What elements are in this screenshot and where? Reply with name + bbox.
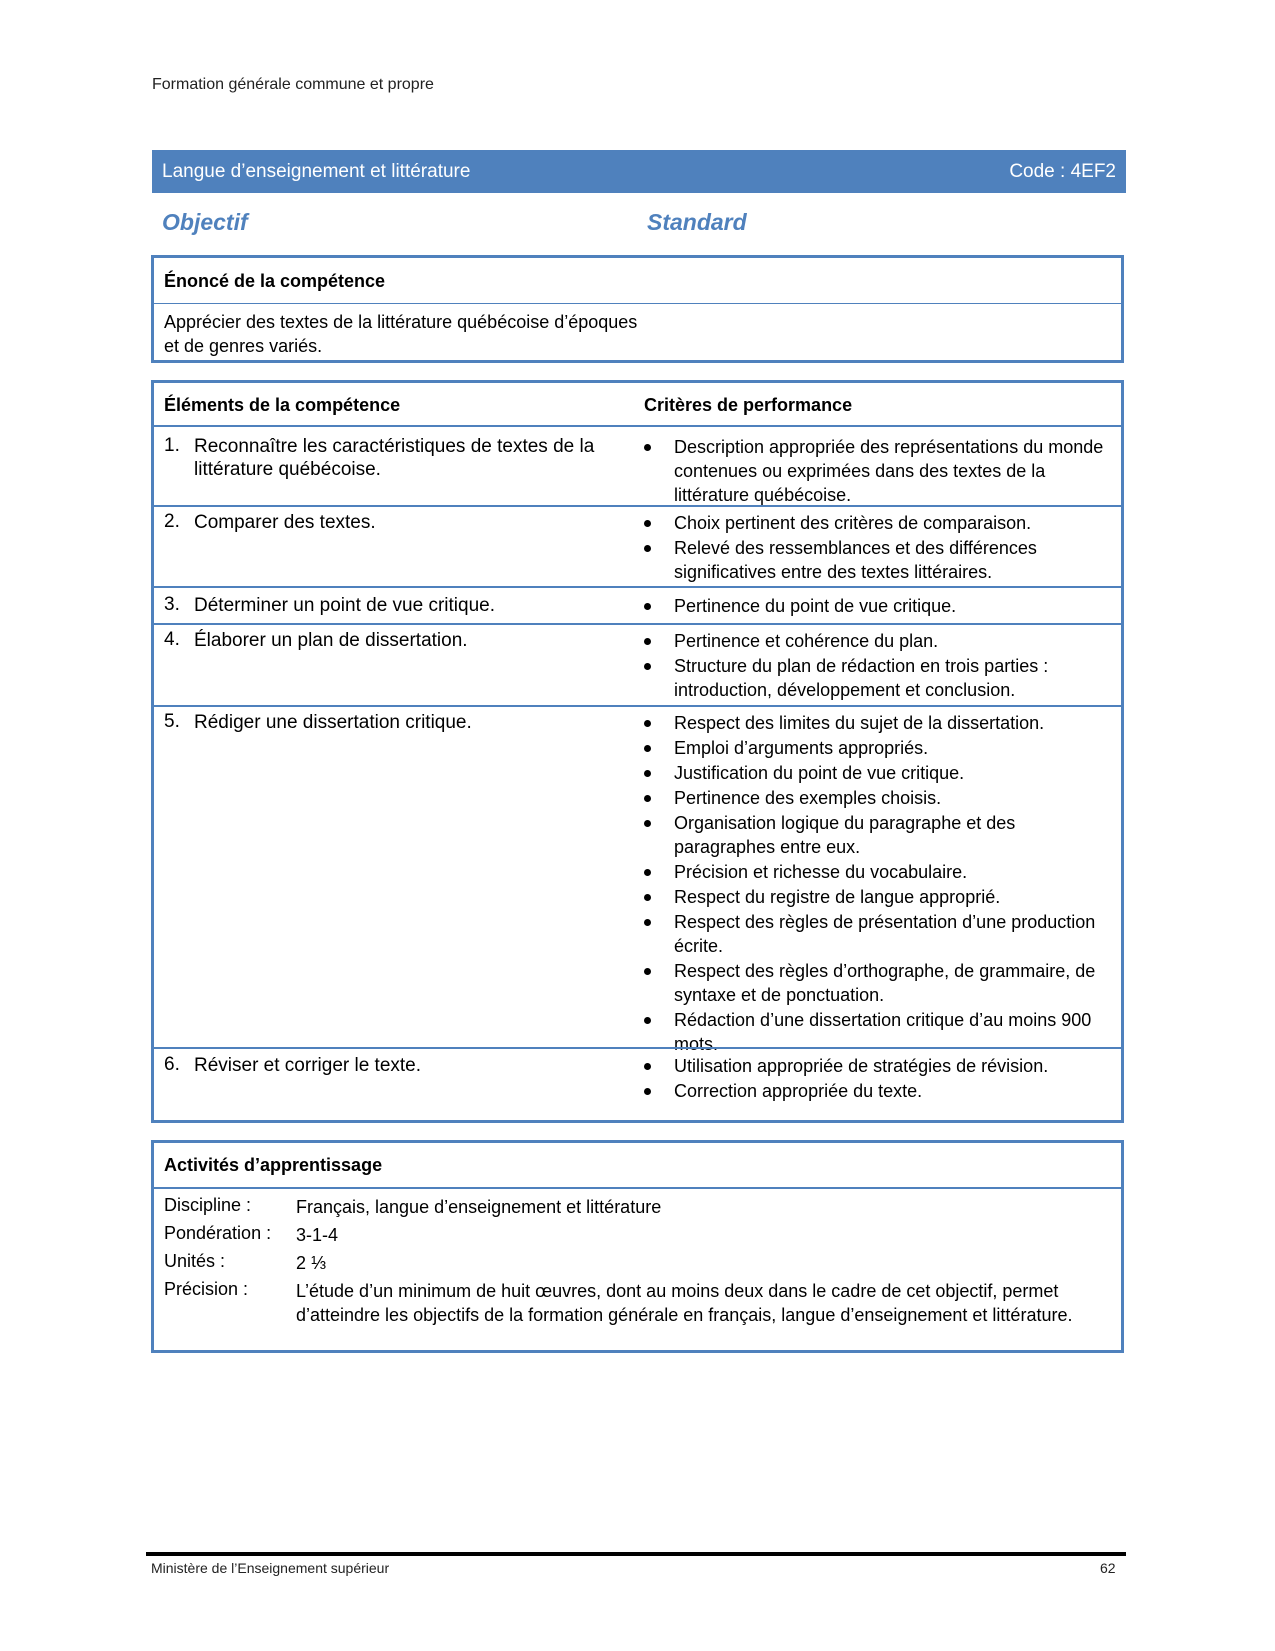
- bullet-icon: [644, 545, 651, 552]
- criterion-item: Structure du plan de rédaction en trois parties : introduction, développement et conclusion.: [644, 654, 1109, 702]
- criterion-item: Utilisation appropriée de stratégies de révision.: [644, 1054, 1109, 1078]
- course-title-bar: [152, 150, 1126, 193]
- bullet-icon: [644, 820, 651, 827]
- course-code: Code : 4EF2: [1009, 160, 1116, 182]
- criterion-item: Relevé des ressemblances et des différences significatives entre des textes littéraires.: [644, 536, 1109, 584]
- criterion-item: Emploi d’arguments appropriés.: [644, 736, 1109, 760]
- unites-value: 2 ⅓: [296, 1253, 327, 1273]
- row-divider: [154, 586, 1121, 588]
- precision-label: Précision :: [164, 1279, 249, 1299]
- running-header: Formation générale commune et propre: [152, 76, 434, 93]
- element-number: 4.: [164, 629, 180, 650]
- row-divider: [154, 1047, 1121, 1049]
- unites-label: Unités :: [164, 1251, 226, 1271]
- bullet-icon: [644, 663, 651, 670]
- discipline-label: Discipline :: [164, 1195, 252, 1215]
- criteria-list: [644, 511, 1109, 585]
- criterion-item: Rédaction d’une dissertation critique d’au moins 900 mots.: [644, 1008, 1109, 1056]
- page-number: 62: [1100, 1560, 1116, 1576]
- row-divider: [154, 505, 1121, 507]
- bullet-icon: [644, 894, 651, 901]
- bullet-icon: [644, 770, 651, 777]
- discipline-value: Français, langue d’enseignement et littérature: [296, 1197, 662, 1217]
- elements-criteria-table: [151, 380, 1124, 1123]
- element-text: Reconnaître les caractéristiques de textes de la littérature québécoise.: [194, 436, 595, 480]
- criterion-item: Pertinence et cohérence du plan.: [644, 629, 1109, 653]
- learning-activities-box: [151, 1140, 1124, 1353]
- criteria-list: [644, 594, 1109, 619]
- bullet-icon: [644, 638, 651, 645]
- ponderation-label: Pondération :: [164, 1223, 272, 1243]
- criteria-list: [644, 629, 1109, 703]
- bullet-icon: [644, 968, 651, 975]
- bullet-icon: [644, 520, 651, 527]
- bullet-icon: [644, 1017, 651, 1024]
- element-number: 3.: [164, 594, 180, 615]
- competence-statement-title: Énoncé de la compétence: [164, 271, 386, 291]
- bullet-icon: [644, 919, 651, 926]
- criterion-item: Respect des règles d’orthographe, de grammaire, de syntaxe et de ponctuation.: [644, 959, 1109, 1007]
- ponderation-value: 3-1-4: [296, 1225, 339, 1245]
- criterion-item: Correction appropriée du texte.: [644, 1079, 1109, 1103]
- criterion-item: Organisation logique du paragraphe et des paragraphes entre eux.: [644, 811, 1109, 859]
- footer-ministry: Ministère de l’Enseignement supérieur: [151, 1560, 390, 1576]
- criteria-list: [644, 1054, 1109, 1104]
- divider: [154, 303, 1121, 304]
- criterion-item: Justification du point de vue critique.: [644, 761, 1109, 785]
- criteria-list: [644, 435, 1109, 508]
- element-text: Rédiger une dissertation critique.: [194, 712, 472, 733]
- criterion-item: Respect des règles de présentation d’une production écrite.: [644, 910, 1109, 958]
- course-title: Langue d’enseignement et littérature: [162, 160, 471, 182]
- bullet-icon: [644, 603, 651, 610]
- criterion-item: Pertinence du point de vue critique.: [644, 594, 1109, 618]
- criteria-list: [644, 711, 1109, 1057]
- criterion-item: Description appropriée des représentations du monde contenues ou exprimées dans des textes de la littérature québécoise.: [644, 435, 1109, 507]
- bullet-icon: [644, 444, 651, 451]
- element-text: Comparer des textes.: [194, 512, 376, 533]
- element-text: Déterminer un point de vue critique.: [194, 595, 495, 616]
- divider: [154, 1187, 1121, 1189]
- criterion-item: Respect des limites du sujet de la dissertation.: [644, 711, 1109, 735]
- bullet-icon: [644, 1063, 651, 1070]
- competence-statement-text: Apprécier des textes de la littérature québécoise d’époques et de genres variés.: [164, 312, 638, 356]
- element-number: 5.: [164, 711, 180, 732]
- element-text: Élaborer un plan de dissertation.: [194, 630, 468, 651]
- criterion-item: Choix pertinent des critères de comparaison.: [644, 511, 1109, 535]
- criterion-item: Respect du registre de langue approprié.: [644, 885, 1109, 909]
- row-divider: [154, 623, 1121, 625]
- element-number: 1.: [164, 435, 180, 456]
- col-header-criteria: Critères de performance: [644, 395, 853, 415]
- competence-statement-box: [151, 255, 1124, 363]
- precision-value: L’étude d’un minimum de huit œuvres, dont au moins deux dans le cadre de cet objectif, permet d’atteindre les objectifs de la formation générale en français, langue d’enseignement et littérature.: [296, 1281, 1073, 1325]
- criterion-item: Pertinence des exemples choisis.: [644, 786, 1109, 810]
- row-divider: [154, 425, 1121, 427]
- bullet-icon: [644, 745, 651, 752]
- row-divider: [154, 705, 1121, 707]
- footer-rule: [146, 1552, 1126, 1556]
- bullet-icon: [644, 795, 651, 802]
- bullet-icon: [644, 1088, 651, 1095]
- element-number: 2.: [164, 511, 180, 532]
- col-header-elements: Éléments de la compétence: [164, 395, 401, 415]
- element-number: 6.: [164, 1054, 180, 1075]
- bullet-icon: [644, 720, 651, 727]
- learning-activities-title: Activités d’apprentissage: [164, 1155, 383, 1175]
- bullet-icon: [644, 869, 651, 876]
- standard-heading: Standard: [647, 209, 747, 235]
- criterion-item: Précision et richesse du vocabulaire.: [644, 860, 1109, 884]
- objectif-heading: Objectif: [162, 209, 248, 235]
- element-text: Réviser et corriger le texte.: [194, 1055, 422, 1076]
